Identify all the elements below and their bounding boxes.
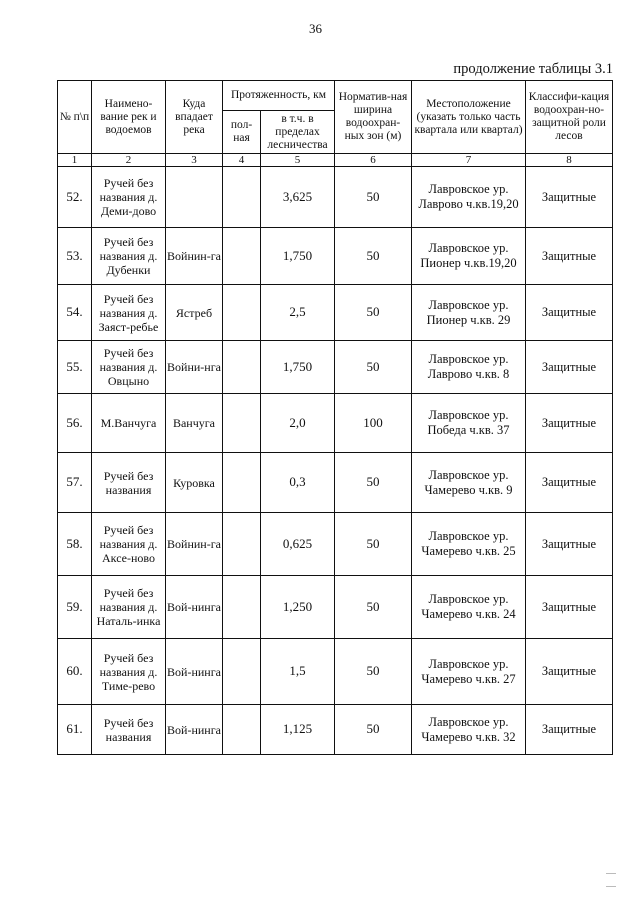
table-row	[58, 705, 613, 755]
classification: Защитные	[526, 639, 613, 705]
page-number: 36	[309, 21, 322, 36]
flows-into: Вой-нинга	[166, 705, 223, 755]
location: Лавровское ур. Лаврово ч.кв. 8	[412, 341, 526, 394]
location: Лавровское ур. Победа ч.кв. 37	[412, 394, 526, 453]
header-num: № п\п	[58, 81, 92, 154]
length-full	[223, 705, 261, 755]
column-number: 4	[223, 154, 261, 167]
classification: Защитные	[526, 513, 613, 576]
header-class: Классифи-кация водоохран-но-защитной роли лесов	[526, 81, 613, 154]
header-length-forest: в т.ч. в пределах лесничества	[261, 111, 335, 154]
length-full	[223, 513, 261, 576]
table-row	[58, 576, 613, 639]
table-row	[58, 167, 613, 228]
flows-into: Вой-нинга	[166, 576, 223, 639]
zone-width: 50	[335, 513, 412, 576]
length-full	[223, 576, 261, 639]
column-number: 3	[166, 154, 223, 167]
length-full	[223, 394, 261, 453]
zone-width: 50	[335, 167, 412, 228]
classification: Защитные	[526, 228, 613, 285]
length-full	[223, 453, 261, 513]
zone-width: 100	[335, 394, 412, 453]
table-row	[58, 228, 613, 285]
classification: Защитные	[526, 705, 613, 755]
table-row	[58, 341, 613, 394]
flows-into	[166, 167, 223, 228]
flows-into: Войнин-га	[166, 228, 223, 285]
zone-width: 50	[335, 341, 412, 394]
location: Лавровское ур. Чамерево ч.кв. 25	[412, 513, 526, 576]
flows-into: Войнин-га	[166, 513, 223, 576]
zone-width: 50	[335, 228, 412, 285]
footer-mark	[606, 886, 616, 887]
river-name: Ручей без названия д. Аксе-ново	[92, 513, 166, 576]
river-name: Ручей без названия д. Тиме-рево	[92, 639, 166, 705]
table-row	[58, 285, 613, 341]
row-number: 53.	[58, 228, 92, 285]
river-name: Ручей без названия д. Овцыно	[92, 341, 166, 394]
header-name: Наимено-вание рек и водоемов	[92, 81, 166, 154]
river-name: Ручей без названия	[92, 705, 166, 755]
header-length: Протяженность, км	[223, 81, 335, 111]
length-in-forestry: 0,625	[261, 513, 335, 576]
flows-into: Куровка	[166, 453, 223, 513]
row-number: 61.	[58, 705, 92, 755]
water-protection-table	[57, 80, 613, 755]
row-number: 57.	[58, 453, 92, 513]
river-name: М.Ванчуга	[92, 394, 166, 453]
location: Лавровское ур. Чамерево ч.кв. 27	[412, 639, 526, 705]
zone-width: 50	[335, 453, 412, 513]
column-number: 6	[335, 154, 412, 167]
column-number: 2	[92, 154, 166, 167]
classification: Защитные	[526, 285, 613, 341]
table-row	[58, 453, 613, 513]
river-name: Ручей без названия д. Деми-дово	[92, 167, 166, 228]
river-name: Ручей без названия д. Дубенки	[92, 228, 166, 285]
length-in-forestry: 1,250	[261, 576, 335, 639]
length-full	[223, 285, 261, 341]
length-in-forestry: 1,125	[261, 705, 335, 755]
flows-into: Ванчуга	[166, 394, 223, 453]
length-in-forestry: 0,3	[261, 453, 335, 513]
zone-width: 50	[335, 576, 412, 639]
table-row	[58, 394, 613, 453]
row-number: 56.	[58, 394, 92, 453]
location: Лавровское ур. Чамерево ч.кв. 32	[412, 705, 526, 755]
column-number: 8	[526, 154, 613, 167]
location: Лавровское ур. Лаврово ч.кв.19,20	[412, 167, 526, 228]
length-in-forestry: 1,750	[261, 228, 335, 285]
classification: Защитные	[526, 453, 613, 513]
river-name: Ручей без названия	[92, 453, 166, 513]
row-number: 55.	[58, 341, 92, 394]
table-row	[58, 513, 613, 576]
classification: Защитные	[526, 394, 613, 453]
length-in-forestry: 1,750	[261, 341, 335, 394]
header-flow: Куда впадает река	[166, 81, 223, 154]
location: Лавровское ур. Чамерево ч.кв. 24	[412, 576, 526, 639]
zone-width: 50	[335, 705, 412, 755]
flows-into: Войни-нга	[166, 341, 223, 394]
row-number: 60.	[58, 639, 92, 705]
row-number: 52.	[58, 167, 92, 228]
table-continuation-caption: продолжение таблицы 3.1	[453, 61, 613, 77]
location: Лавровское ур. Пионер ч.кв.19,20	[412, 228, 526, 285]
location: Лавровское ур. Пионер ч.кв. 29	[412, 285, 526, 341]
table-row	[58, 639, 613, 705]
length-full	[223, 228, 261, 285]
length-full	[223, 167, 261, 228]
column-number: 1	[58, 154, 92, 167]
row-number: 54.	[58, 285, 92, 341]
zone-width: 50	[335, 639, 412, 705]
header-length-full: пол-ная	[223, 111, 261, 154]
location: Лавровское ур. Чамерево ч.кв. 9	[412, 453, 526, 513]
flows-into: Вой-нинга	[166, 639, 223, 705]
length-in-forestry: 2,0	[261, 394, 335, 453]
footer-mark	[606, 873, 616, 874]
classification: Защитные	[526, 167, 613, 228]
header-zone: Норматив-ная ширина водоохран-ных зон (м)	[335, 81, 412, 154]
length-in-forestry: 2,5	[261, 285, 335, 341]
classification: Защитные	[526, 341, 613, 394]
length-in-forestry: 1,5	[261, 639, 335, 705]
row-number: 59.	[58, 576, 92, 639]
length-full	[223, 639, 261, 705]
header-location: Местоположение (указать только часть квартала или квартал)	[412, 81, 526, 154]
row-number: 58.	[58, 513, 92, 576]
column-number: 7	[412, 154, 526, 167]
river-name: Ручей без названия д. Заяст-ребье	[92, 285, 166, 341]
classification: Защитные	[526, 576, 613, 639]
column-number: 5	[261, 154, 335, 167]
zone-width: 50	[335, 285, 412, 341]
flows-into: Ястреб	[166, 285, 223, 341]
length-in-forestry: 3,625	[261, 167, 335, 228]
river-name: Ручей без названия д. Наталь-инка	[92, 576, 166, 639]
length-full	[223, 341, 261, 394]
